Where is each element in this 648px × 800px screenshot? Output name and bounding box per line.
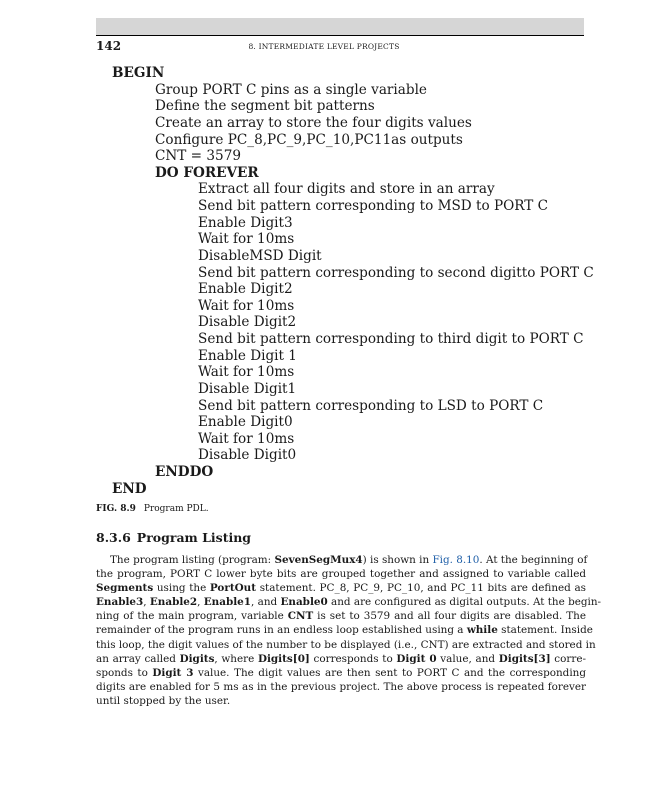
figure-caption-text: Program PDL. <box>143 504 209 514</box>
pdl-enddo: ENDDO <box>155 464 214 480</box>
paragraph-line: until stopped by the user. <box>96 694 231 707</box>
section-heading <box>96 530 251 545</box>
pdl-loop-step: Send bit pattern corresponding to LSD to PORT C <box>198 397 544 414</box>
running-head: 8. INTERMEDIATE LEVEL PROJECTS <box>248 42 400 51</box>
paragraph-line: an array called Digits, where Digits[0] corresponds to Digit 0 value, and Digits[3] corre- <box>96 652 586 665</box>
paragraph-line: The program listing (program: SevenSegMux4) is shown in Fig. 8.10. At the beginning of <box>110 554 588 566</box>
figure-caption <box>96 504 209 514</box>
figure-label: FIG. 8.9 <box>96 504 136 514</box>
paragraph-line: Enable3, Enable2, Enable1, and Enable0 and are configured as digital outputs. At the begin- <box>96 596 602 609</box>
pdl-loop-step: Enable Digit2 <box>198 281 293 298</box>
body-paragraph <box>96 553 602 708</box>
paragraph-line: digits are enabled for 5 ms as in the previous project. The above process is repeated forever <box>96 680 586 693</box>
pdl-loop-step: Enable Digit3 <box>198 214 293 231</box>
section-number: 8.3.6 <box>96 530 131 545</box>
pdl-loop-step: Enable Digit 1 <box>198 347 297 364</box>
paragraph-line: remainder of the program runs in an endless loop established using a while statement. Inside <box>96 624 593 637</box>
top-shaded-band <box>96 18 584 35</box>
pdl-end: END <box>112 480 147 497</box>
pdl-loop-step: Wait for 10ms <box>198 364 295 381</box>
pdl-loop-step: Disable Digit0 <box>198 447 297 464</box>
pdl-loop-step: DisableMSD Digit <box>198 247 322 264</box>
paragraph-line: sponds to Digit 3 value. The digit values are then sent to PORT C and the corresponding <box>96 666 586 679</box>
pdl-step: Define the segment bit patterns <box>155 98 375 115</box>
pdl-loop-step: Extract all four digits and store in an array <box>198 181 495 198</box>
pdl-begin: BEGIN <box>112 65 165 81</box>
header-rule <box>96 35 584 36</box>
pdl-step: Group PORT C pins as a single variable <box>155 81 427 98</box>
paragraph-line: ning of the main program, variable CNT is set to 3579 and all four digits are disabled. The <box>96 610 586 623</box>
pdl-loop-step: Send bit pattern corresponding to third digit to PORT C <box>198 331 584 347</box>
section-title: Program Listing <box>136 530 252 545</box>
pdl-loop-step: Wait for 10ms <box>198 297 295 314</box>
program-pdl <box>112 65 594 497</box>
pdl-step: Configure PC_8,PC_9,PC_10,PC11as outputs <box>155 131 463 148</box>
pdl-loop-step: Send bit pattern corresponding to MSD to PORT C <box>198 198 549 214</box>
pdl-loop-step: Enable Digit0 <box>198 414 293 431</box>
paragraph-line: this loop, the digit values of the number to be displayed (i.e., CNT) are extracted and stored in <box>96 638 596 651</box>
figure-link[interactable]: Fig. 8.10 <box>432 554 480 566</box>
pdl-do-forever: DO FOREVER <box>155 164 259 181</box>
pdl-loop-step: Disable Digit2 <box>198 314 297 331</box>
pdl-step: CNT = 3579 <box>155 148 241 165</box>
pdl-loop-step: Send bit pattern corresponding to second digitto PORT C <box>198 264 594 281</box>
pdl-loop-step: Wait for 10ms <box>198 430 295 447</box>
pdl-loop-step: Wait for 10ms <box>198 231 295 248</box>
paragraph-line: Segments using the PortOut statement. PC_8, PC_9, PC_10, and PC_11 bits are defined as <box>96 582 587 595</box>
pdl-step: Create an array to store the four digits values <box>155 114 472 131</box>
pdl-loop-step: Disable Digit1 <box>198 380 297 397</box>
paragraph-line: the program, PORT C lower byte bits are grouped together and assigned to variable called <box>96 568 586 581</box>
page-number: 142 <box>96 39 122 53</box>
